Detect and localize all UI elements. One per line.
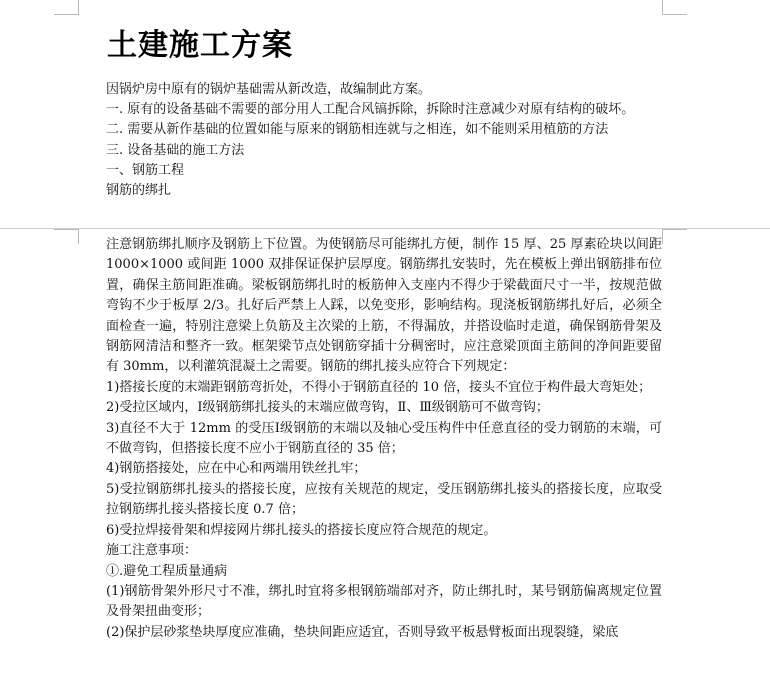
list-item: 一. 原有的设备基础不需要的部分用人工配合风镐拆除，拆除时注意减少对原有结构的破坏。 (106, 102, 635, 118)
rule-item: 5)受拉钢筋绑扎接头的搭接长度，应按有关规范的规定，受压钢筋绑扎接头的搭接长度，应取受拉钢筋绑扎接头搭接长度 0.7 倍； (106, 481, 662, 518)
list-item: 二. 需要从新作基础的位置如能与原来的钢筋相连就与之相连，如不能则采用植筋的方法 (106, 122, 609, 138)
intro-paragraph: 因锅炉房中原有的锅炉基础需从新改造，故编制此方案。 (106, 82, 432, 97)
crop-mark-bottom-right (662, 229, 687, 244)
note-item: (2)保护层砂浆垫块厚度应准确，垫块间距应适宜，否则导致平板悬臂板面出现裂缝，梁底 (106, 624, 619, 640)
notes-subheading: ①.避免工程质量通病 (106, 563, 228, 579)
document-title: 土建施工方案 (107, 28, 293, 63)
section-heading: 一、钢筋工程 (106, 162, 185, 178)
rule-item: 3)直径不大于 12mm 的受压Ⅰ级钢筋的末端以及轴心受压构件中任意直径的受力钢筋的末端，可不做弯钩，但搭接长度不应小于钢筋直径的 35 倍； (106, 420, 662, 457)
rule-item: 6)受拉焊接骨架和焊接网片绑扎接头的搭接长度应符合规范的规定。 (106, 522, 497, 538)
rule-item: 1)搭接长度的末端距钢筋弯折处，不得小于钢筋直径的 10 倍，接头不宜位于构件最大弯矩处； (106, 379, 652, 395)
note-item: (1)钢筋骨架外形尺寸不准，绑扎时宜将多根钢筋端部对齐，防止绑扎时，某号钢筋偏离规定位置及骨架扭曲变形； (106, 583, 662, 620)
crop-mark-top-right (662, 0, 687, 15)
page-one-body (106, 80, 662, 201)
notes-heading: 施工注意事项： (106, 543, 198, 559)
crop-mark-bottom-left (54, 229, 79, 244)
page-two-body (106, 235, 662, 643)
rule-item: 2)受拉区域内，Ⅰ级钢筋绑扎接头的末端应做弯钩，Ⅱ、Ⅲ级钢筋可不做弯钩； (106, 400, 549, 416)
crop-mark-top-left (54, 0, 79, 15)
subsection-heading: 钢筋的绑扎 (106, 183, 172, 199)
main-paragraph: 注意钢筋绑扎顺序及钢筋上下位置。为使钢筋尽可能绑扎方便，制作 15 厚、25 厚素砼块以间距 1000×1000 或间距 1000 双排保证保护层厚度。钢筋绑扎安装时，先在模板上弹出钢筋排布位置，确保主筋间距准确。梁板钢筋绑扎时的板筋伸入支座内不得少于梁截面尺寸一半，按规范做弯钩不少于板厚 2/3。扎好后严禁上人踩，以免变形，影响结构。现浇板钢筋绑扎好后，必须全面检查一遍，特别注意梁上负筋及主次梁的上筋，不得漏放，并搭设临时走道，确保钢筋骨架及钢筋网清洁和整齐一致。框架梁节点处钢筋穿插十分稠密时，应注意梁顶面主筋间的净间距要留有 30mm，以利灌筑混凝土之需要。钢筋的绑扎接头应符合下列规定： (106, 237, 662, 375)
page-break-line (0, 228, 770, 229)
list-item: 三. 设备基础的施工方法 (106, 142, 245, 158)
rule-item: 4)钢筋搭接处，应在中心和两端用铁丝扎牢； (106, 461, 367, 477)
